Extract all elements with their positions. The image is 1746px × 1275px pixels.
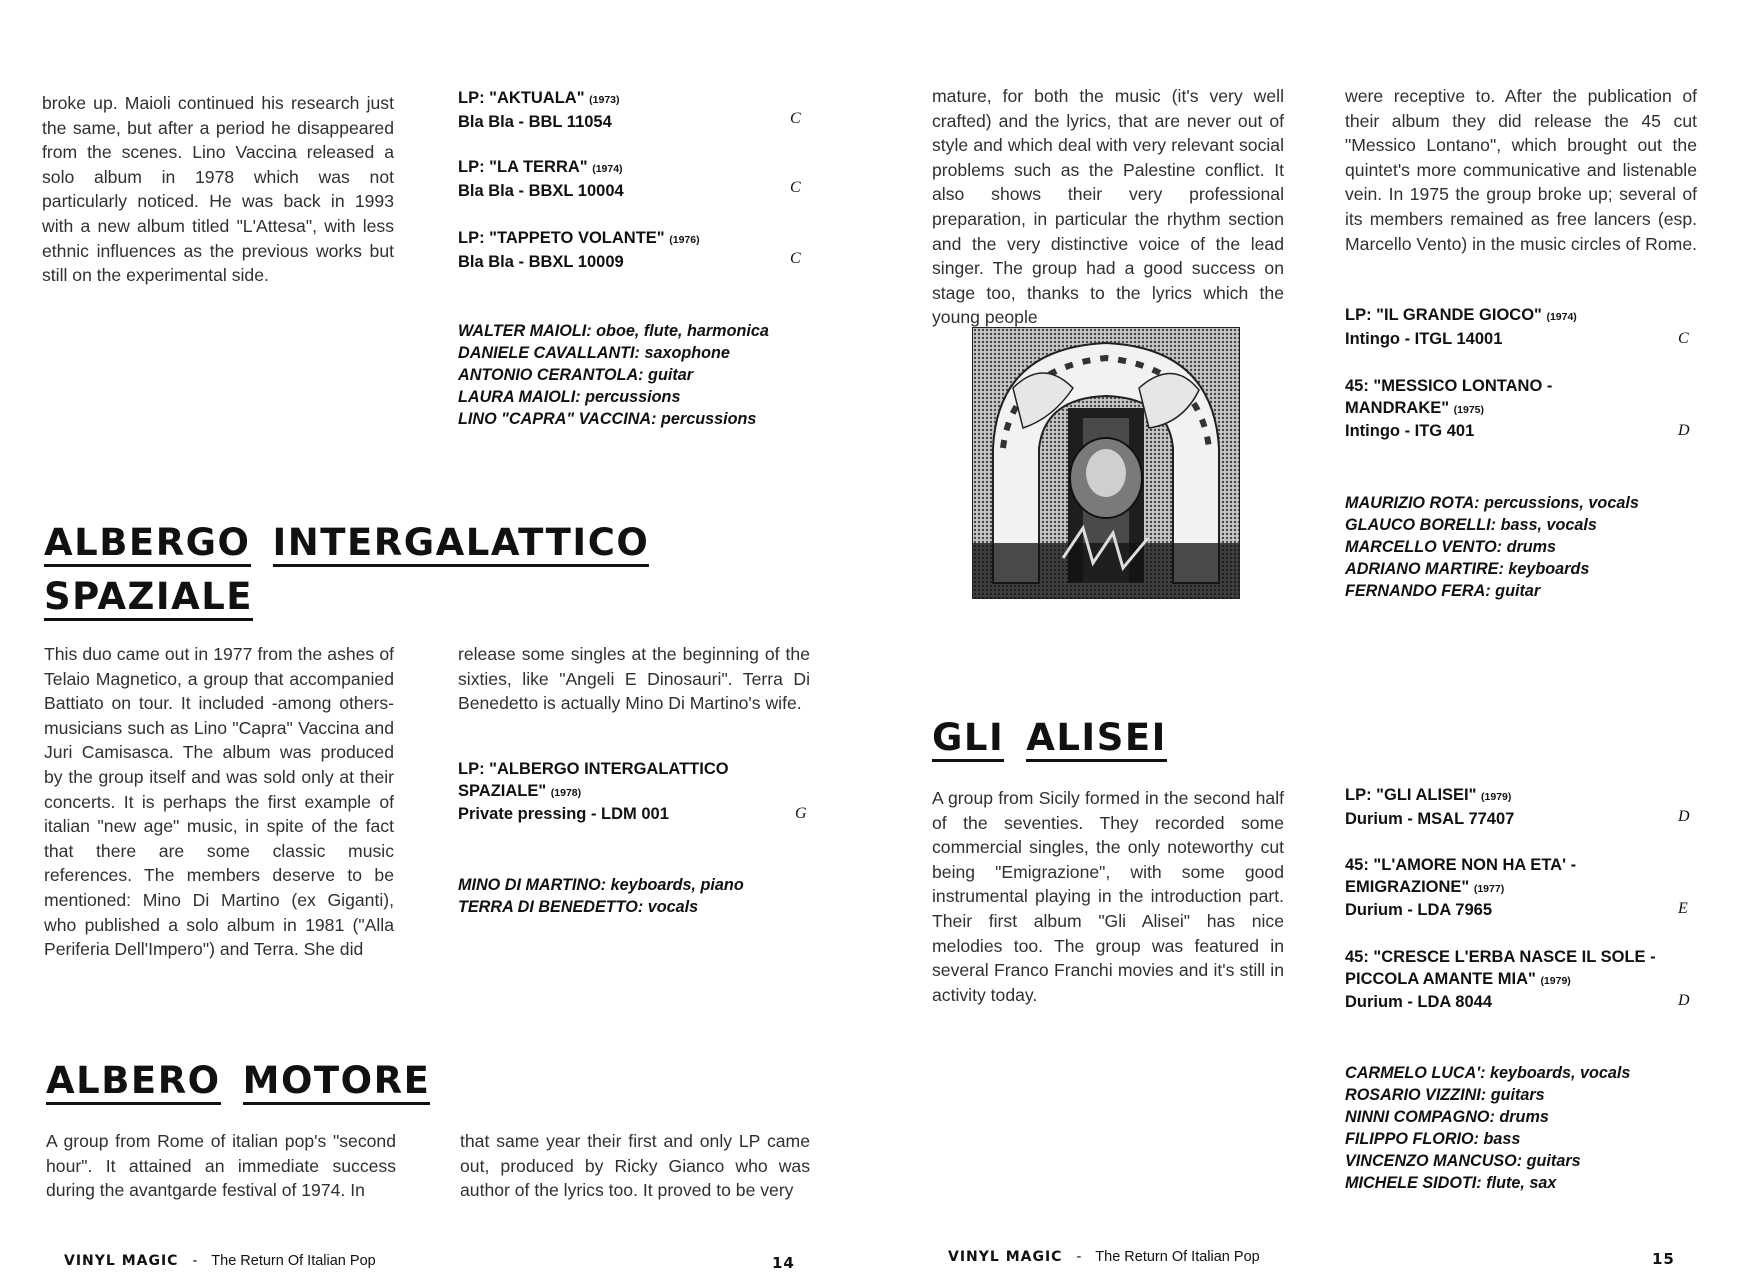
member-line: MINO DI MARTINO: keyboards, piano [458, 876, 744, 894]
record-amore-non-ha-eta [1345, 855, 1699, 922]
page-number: 15 [1652, 1250, 1675, 1268]
record-messico-lontano [1345, 376, 1699, 443]
record-catalog: Durium - LDA 7965 [1345, 901, 1493, 919]
heading-word: ALBERO [46, 1061, 221, 1105]
record-title: LP: "ALBERGO INTERGALATTICO [458, 760, 729, 778]
member-line: LINO "CAPRA" VACCINA: percussions [458, 410, 757, 428]
record-aktuala [458, 88, 812, 133]
right-col2-text: were receptive to. After the publication of their album they did release the 45 cut "Messico Lontano", which brought out the quintet's more communicative and listenable vein. In 1975 the group broke up; several of its members remained as free lancers (esp. Marcello Vento) in the music circles of Rome. [1345, 86, 1698, 254]
record-catalog: Bla Bla - BBXL 10004 [458, 181, 624, 200]
members-list-aktuala [458, 320, 769, 430]
albergo-text-col2: release some singles at the beginning of the sixties, like "Angeli E Dinosauri". Terra Di Benedetto is actually Mino Di Martino's wife. [458, 644, 810, 714]
rating-grade: E [1678, 900, 1688, 917]
member-line: DANIELE CAVALLANTI: saxophone [458, 344, 730, 362]
footer-brand: VINYL MAGIC [948, 1249, 1063, 1265]
record-cresce-l-erba [1345, 947, 1699, 1014]
record-title: 45: "L'AMORE NON HA ETA' - [1345, 856, 1577, 874]
rating-grade: C [1678, 330, 1689, 347]
record-title: PICCOLA AMANTE MIA" [1345, 969, 1536, 988]
right-col1-text: mature, for both the music (it's very well crafted) and the lyrics, that are never out of style and which deal with very relevant social problems such as the Palestine conflict. It also shows their very professional preparation, in particular the rhythm section and the very distinctive voice of the lead singer. The group had a good success on stage too, thanks to the lyrics which the young people [932, 86, 1284, 328]
footer-left [64, 1253, 376, 1269]
members-list-alisei [1345, 1062, 1630, 1194]
member-line: WALTER MAIOLI: oboe, flute, harmonica [458, 322, 769, 340]
rating-grade: D [1678, 992, 1690, 1009]
record-catalog: Bla Bla - BBL 11054 [458, 112, 612, 131]
record-year: (1979) [1481, 791, 1512, 803]
footer-dash: - [1076, 1249, 1082, 1265]
record-year: (1974) [1546, 311, 1577, 323]
member-line: MAURIZIO ROTA: percussions, vocals [1345, 494, 1639, 512]
heading-word: GLI [932, 718, 1004, 762]
footer-brand: VINYL MAGIC [64, 1253, 179, 1269]
rating-grade: C [790, 179, 801, 196]
record-year: (1978) [550, 786, 582, 799]
member-line: CARMELO LUCA': keyboards, vocals [1345, 1064, 1631, 1082]
intro-text: broke up. Maioli continued his research just the same, but after a period he disappeared from the scenes. Lino Vaccina released a solo album in 1978 which was not particularly noticed. He was back in 1993 with a new album titled "L'Attesa", with less ethnic influences as the previous works but still on the experimental side. [42, 93, 394, 286]
record-catalog: Durium - LDA 8044 [1345, 993, 1493, 1011]
rating-grade: C [790, 250, 801, 267]
rating-grade: D [1678, 808, 1690, 825]
member-line: MARCELLO VENTO: drums [1345, 538, 1557, 556]
record-title: LP: "IL GRANDE GIOCO" [1345, 306, 1542, 324]
section-heading-alisei [932, 713, 1189, 763]
record-title: 45: "MESSICO LONTANO - [1345, 377, 1553, 395]
rating-grade: C [790, 110, 801, 127]
record-title: LP: "AKTUALA" [458, 89, 585, 107]
record-title: 45: "CRESCE L'ERBA NASCE IL SOLE - [1345, 948, 1656, 966]
heading-word: MOTORE [243, 1061, 431, 1105]
record-title: EMIGRAZIONE" [1345, 877, 1470, 896]
section-heading-albero [46, 1056, 452, 1106]
record-year: (1975) [1453, 403, 1485, 416]
record-tappeto-volante [458, 228, 812, 273]
albero-text-col1: A group from Rome of italian pop's "second hour". It attained an immediate success during the avantgarde festival of 1974. In [46, 1131, 396, 1201]
footer-right [948, 1249, 1260, 1265]
heading-word: ALISEI [1026, 718, 1167, 762]
heading-word: SPAZIALE [44, 577, 253, 621]
record-catalog: Intingo - ITGL 14001 [1345, 329, 1503, 348]
record-il-grande-gioco [1345, 305, 1699, 350]
member-line: ROSARIO VIZZINI: guitars [1345, 1086, 1545, 1104]
member-line: TERRA DI BENEDETTO: vocals [458, 898, 699, 916]
members-list-albergo [458, 874, 744, 918]
album-cover-photo-icon [973, 328, 1239, 598]
alisei-text: A group from Sicily formed in the second half of the seventies. They recorded some commercial singles, the only noteworthy cut being "Emigrazione", with some good instrumental playing in the introduction part. Their first album "Gli Alisei" has nice melodies too. The group was featured in several Franco Franchi movies and it's still in activity today. [932, 788, 1284, 1005]
footer-dash: - [192, 1253, 198, 1269]
footer-subtitle: The Return Of Italian Pop [1095, 1249, 1260, 1265]
record-year: (1976) [669, 234, 700, 246]
footer-subtitle: The Return Of Italian Pop [211, 1253, 376, 1269]
record-year: (1973) [589, 94, 620, 106]
members-list-right-top [1345, 492, 1639, 602]
member-line: GLAUCO BORELLI: bass, vocals [1345, 516, 1597, 534]
record-la-terra [458, 157, 812, 202]
record-gli-alisei [1345, 785, 1699, 830]
record-catalog: Bla Bla - BBXL 10009 [458, 252, 624, 271]
member-line: FERNANDO FERA: guitar [1345, 582, 1541, 600]
heading-word: INTERGALATTICO [273, 523, 650, 567]
record-title: LP: "LA TERRA" [458, 158, 588, 176]
record-year: (1979) [1540, 974, 1571, 987]
member-line: ANTONIO CERANTOLA: guitar [458, 366, 694, 384]
page-number: 14 [772, 1254, 795, 1272]
record-catalog: Intingo - ITG 401 [1345, 422, 1475, 440]
member-line: MICHELE SIDOTI: flute, sax [1345, 1174, 1557, 1192]
member-line: ADRIANO MARTIRE: keyboards [1345, 560, 1590, 578]
rating-grade: G [795, 805, 807, 822]
record-title: LP: "GLI ALISEI" [1345, 786, 1477, 804]
album-cover-photo [972, 327, 1240, 599]
record-catalog: Durium - MSAL 77407 [1345, 809, 1515, 828]
member-line: FILIPPO FLORIO: bass [1345, 1130, 1521, 1148]
heading-word: ALBERGO [44, 523, 251, 567]
record-albergo [458, 759, 812, 826]
record-title: LP: "TAPPETO VOLANTE" [458, 229, 665, 247]
rating-grade: D [1678, 422, 1690, 439]
member-line: VINCENZO MANCUSO: guitars [1345, 1152, 1581, 1170]
record-title: SPAZIALE" [458, 781, 547, 800]
albergo-text-col1: This duo came out in 1977 from the ashes of Telaio Magnetico, a group that accompanied Battiato on tour. It included -among others- musicians such as Lino "Capra" Vaccina and Juri Camisasca. The album was produced by the group itself and was sold only at their concerts. It is perhaps the first example of italian "new age" music, in spite of the fact that there are some classic music references. The members deserve to be mentioned: Mino Di Martino (ex Giganti), who published a solo album in 1981 ("Alla Periferia Dell'Impero") and Terra. She did [44, 644, 394, 960]
member-line: LAURA MAIOLI: percussions [458, 388, 681, 406]
record-year: (1974) [592, 163, 623, 175]
section-heading-albergo [44, 518, 671, 622]
member-line: NINNI COMPAGNO: drums [1345, 1108, 1549, 1126]
albero-text-col2: that same year their first and only LP came out, produced by Ricky Gianco who was author of the lyrics too. It proved to be very [460, 1131, 810, 1201]
record-title: MANDRAKE" [1345, 398, 1450, 417]
record-catalog: Private pressing - LDM 001 [458, 805, 669, 823]
record-year: (1977) [1473, 882, 1505, 895]
